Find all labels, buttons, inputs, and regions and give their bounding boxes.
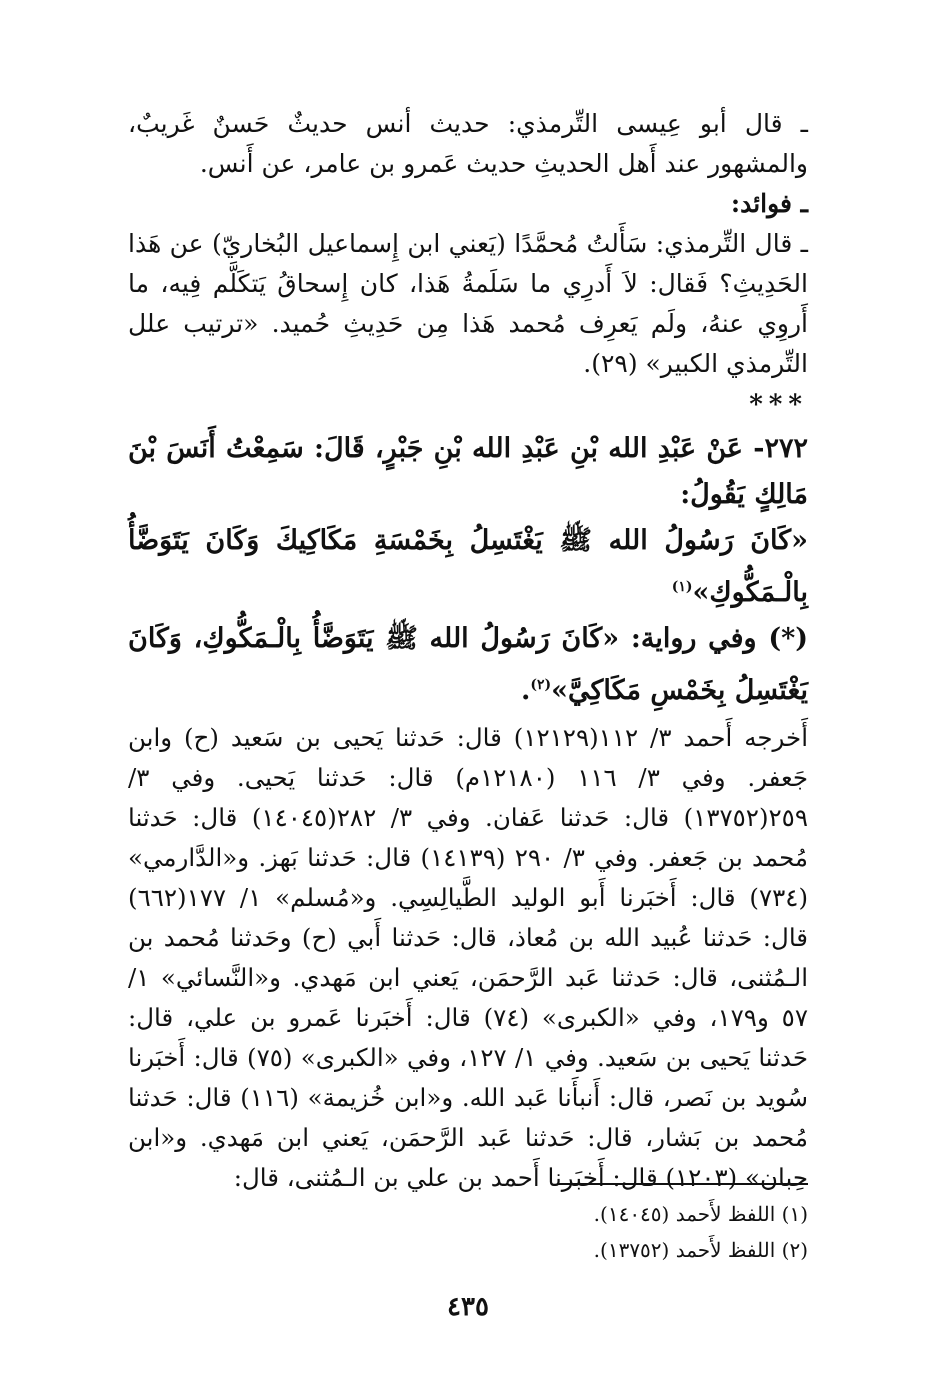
tirmidhi-verdict-paragraph: ـ قال أبو عِيسى التِّرمذي: حديث أنس حديثٌ حَسنٌ غَريبٌ، والمشهور عند أَهل الحديثِ حديث عَمرو بن عامر، عن أَنس.: [128, 109, 808, 178]
hadith-riwaya-text: (*) وفي رواية: «كَانَ رَسُولُ الله ﷺ يَتَوَضَّأُ بِالْـمَكُّوكِ، وَكَانَ يَغْتَسِلُ بِخَمْسِ مَكَاكِيَّ»: [128, 623, 808, 706]
takhrij-paragraph: أَخرجه أَحمد ٣/ ١١٢(١٢١٢٩) قال: حَدثنا يَحيى بن سَعيد (ح) وابن جَعفر. وفي ٣/ ١١٦ (١٢١٨٠م) قال: حَدثنا يَحيى. وفي ٣/ ٢٥٩(١٣٧٥٢) قال: حَدثنا عَفان. وفي ٣/ ٢٨٢(١٤٠٤٥) قال: حَدثنا مُحمد بن جَعفر. وفي ٣/ ٢٩٠ (١٤١٣٩) قال: حَدثنا بَهز. و«الدَّارمي» (٧٣٤) قال: أَخبَرنا أَبو الوليد الطَّيالِسِي. و«مُسلم» ١/ ١٧٧(٦٦٢) قال: حَدثنا عُبيد الله بن مُعاذ، قال: حَدثنا أَبي (ح) وحَدثنا مُحمد بن الـمُثنى، قال: حَدثنا عَبد الرَّحمَن، يَعني ابن مَهدي. و«النَّسائي» ١/ ٥٧ و١٧٩، وفي «الكبرى» (٧٤) قال: أَخبَرنا عَمرو بن علي، قال: حَدثنا يَحيى بن سَعيد. وفي ١/ ١٢٧، وفي «الكبرى» (٧٥) قال: أَخبَرنا سُويد بن نَصر، قال: أَنبأَنا عَبد الله. و«ابن خُزيمة» (١١٦) قال: حَدثنا مُحمد بن بَشار، قال: حَدثنا عَبد الرَّحمَن، يَعني ابن مَهدي. و«ابن حِبان» (١٢٠٣) قال: أَخبَرنا أَحمد بن علي بن الـمُثنى، قال:: [128, 723, 809, 1192]
footnote-1: (١) اللفظ لأَحمد (١٤٠٤٥).: [593, 1202, 808, 1226]
hadith-matn: [128, 518, 808, 616]
fawaid-heading: ـ فوائد:: [730, 189, 808, 218]
footnote-ref-1: (١): [671, 579, 693, 595]
footnotes: [128, 1196, 808, 1268]
hadith-matn-text: «كَانَ رَسُولُ الله ﷺ يَغْتَسِلُ بِخَمْسَةِ مَكَاكِيكَ وَكَانَ يَتَوَضَّأُ بِالْـمَكُّوكِ»: [128, 525, 808, 608]
tirmidhi-bukhari-paragraph: ـ قال التِّرمذي: سَأَلتُ مُحمَّدًا (يَعني ابن إِسماعيل البُخاريّ) عن هَذا الحَدِيثِ؟ فَقال: لاَ أَدرِي ما سَلَمةُ هَذا، كان إِسحاقُ يَتكَلَّم فِيه، ما أَروِي عنهُ، ولَم يَعرِف مُحمد هَذا مِن حَدِيثِ حُميد. «ترتيب علل التِّرمذي الكبير» (٢٩).: [128, 229, 808, 378]
hadith-riwaya: [128, 616, 808, 714]
main-text: [128, 104, 808, 1198]
page-number: ٤٣٥: [447, 1292, 489, 1322]
footnote-divider: [558, 1183, 808, 1185]
footnote-2: (٢) اللفظ لأَحمد (١٣٧٥٢).: [593, 1238, 808, 1262]
footnote-ref-2: (٢): [530, 677, 552, 693]
section-separator: ***: [749, 390, 808, 420]
hadith-riwaya-end: .: [520, 675, 531, 706]
hadith-isnad: ٢٧٢- عَنْ عَبْدِ الله بْنِ عَبْدِ الله بْنِ جَبْرٍ، قَالَ: سَمِعْتُ أَنَسَ بْنَ مَالِكٍ يَقُولُ:: [128, 433, 808, 510]
